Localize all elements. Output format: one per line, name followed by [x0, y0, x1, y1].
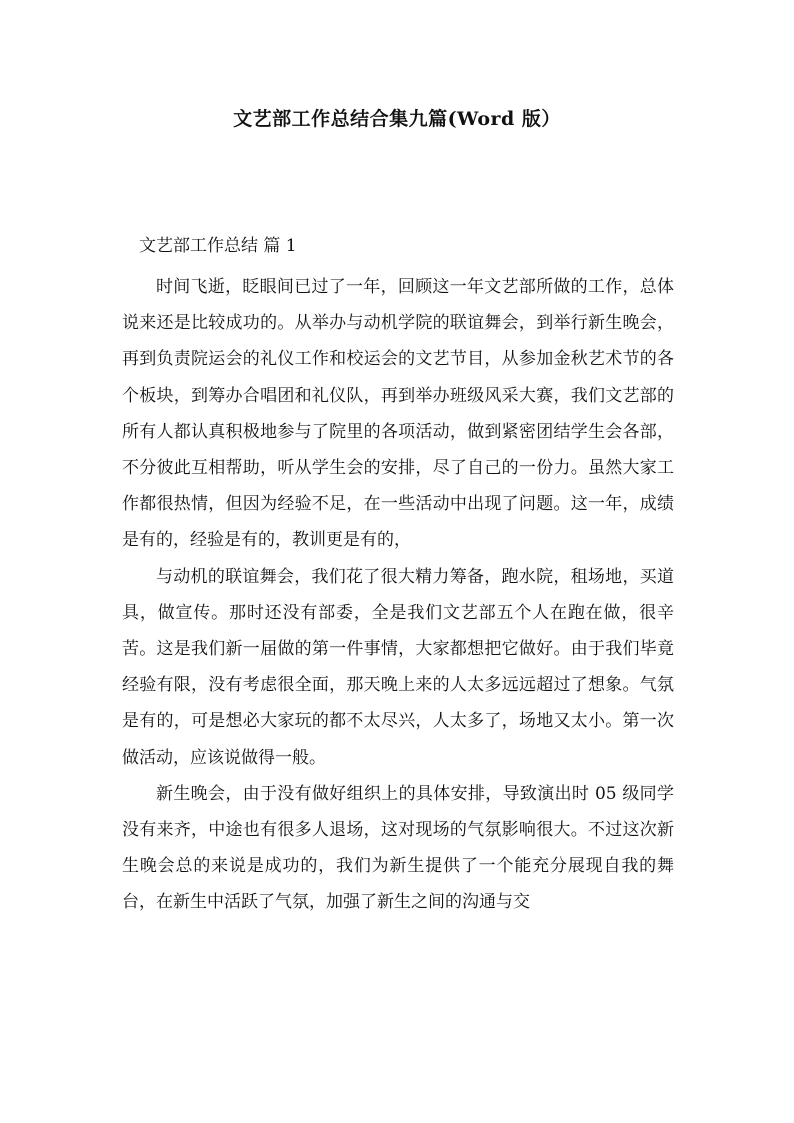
paragraph: 与动机的联谊舞会，我们花了很大精力筹备，跑水院，租场地，买道具，做宣传。那时还没有部委，全是我们文艺部五个人在跑在做，很辛苦。这是我们新一届做的第一件事情，大家都想把它做好。由于我们毕竟经验有限，没有考虑很全面，那天晚上来的人太多远远超过了想象。气氛是有的，可是想必大家玩的都不太尽兴，人太多了，场地又太小。第一次做活动，应该说做得一般。: [122, 566, 674, 768]
document-title: 文艺部工作总结合集九篇(Word 版）: [233, 108, 561, 130]
document-body: [122, 269, 674, 921]
section-heading: 文艺部工作总结 篇 1: [139, 236, 297, 256]
paragraph: 新生晚会，由于没有做好组织上的具体安排，导致演出时 05 级同学没有来齐，中途也有很多人退场，这对现场的气氛影响很大。不过这次新生晚会总的来说是成功的，我们为新生提供了一个能充分展现自我的舞台，在新生中活跃了气氛，加强了新生之间的沟通与交: [122, 783, 674, 913]
paragraph: 时间飞逝，眨眼间已过了一年，回顾这一年文艺部所做的工作，总体说来还是比较成功的。从举办与动机学院的联谊舞会，到举行新生晚会，再到负责院运会的礼仪工作和校运会的文艺节目，从参加金秋艺术节的各个板块，到筹办合唱团和礼仪队，再到举办班级风采大赛，我们文艺部的所有人都认真积极地参与了院里的各项活动，做到紧密团结学生会各部，不分彼此互相帮助，听从学生会的安排，尽了自己的一份力。虽然大家工作都很热情，但因为经验不足，在一些活动中出现了问题。这一年，成绩是有的，经验是有的，教训更是有的，: [122, 277, 674, 551]
